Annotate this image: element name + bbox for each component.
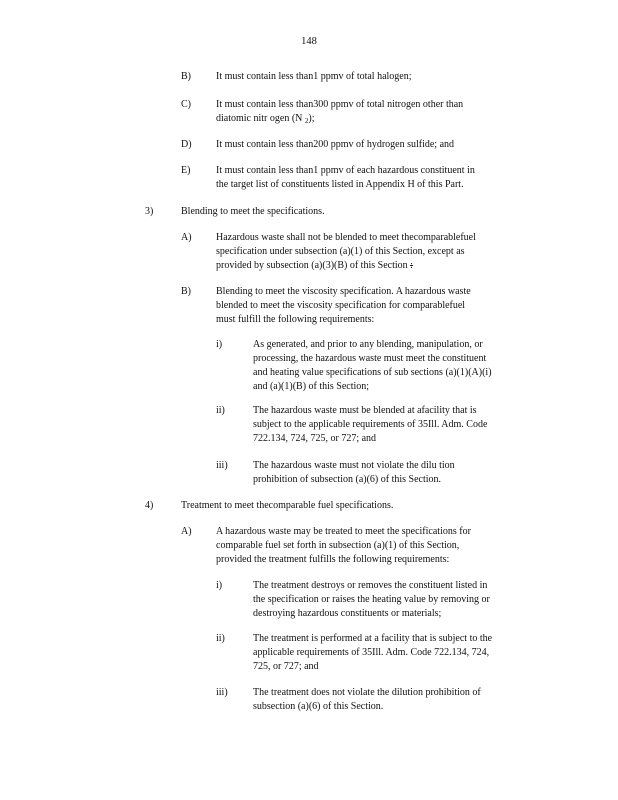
item-label: ii) <box>216 633 225 644</box>
item-text-line: A hazardous waste may be treated to meet the specifications for <box>216 526 471 537</box>
page-number: 148 <box>301 36 317 47</box>
item-text-line: subsection (a)(6) of this Section. <box>253 701 384 712</box>
item-text-line: Blending to meet the specifications. <box>181 206 325 217</box>
item-text-line: The hazardous waste must not violate the dilu tion <box>253 460 455 471</box>
item-label: B) <box>181 286 191 297</box>
item-text-line: 725, or 727; and <box>253 661 319 672</box>
item-label: A) <box>181 232 192 243</box>
item-label: i) <box>216 339 223 350</box>
item-label: ii) <box>216 405 225 416</box>
item-text-line: and heating value specifications of sub sections (a)(1)(A)(i) <box>253 367 492 378</box>
item-text-line: Blending to meet the viscosity specification. A hazardous waste <box>216 286 471 297</box>
item-text-line: specification under subsection (a)(1) of this Section, except as <box>216 246 465 257</box>
item-text-line-formula: diatomic nitr ogen (N $_2$); <box>216 113 315 125</box>
item-text-line: processing, the hazardous waste must meet the constituent <box>253 353 487 364</box>
item-text-line: destroying hazardous constituents or materials; <box>253 608 442 619</box>
item-text-line: As generated, and prior to any blending, manipulation, or <box>253 339 483 350</box>
item-text-line: and (a)(1)(B) of this Section; <box>253 381 370 392</box>
item-text-line: It must contain less than1 ppmv of each hazardous constituent in <box>216 165 475 176</box>
item-text-line: The treatment does not violate the dilution prohibition of <box>253 687 481 698</box>
item-text-line: must fulfill the following requirements: <box>216 314 375 325</box>
item-text-line: blended to meet the viscosity specification for comparablefuel <box>216 300 466 311</box>
item-label: iii) <box>216 460 228 471</box>
item-text-line: The treatment is performed at a facility that is subject to the <box>253 633 493 644</box>
item-label: B) <box>181 71 191 82</box>
item-text-line: subject to the applicable requirements of 35Ill. Adm. Code <box>253 419 488 430</box>
item-text-line: The hazardous waste must be blended at afacility that is <box>253 405 477 416</box>
struck-colon: : <box>410 260 413 271</box>
item-label: 4) <box>145 500 154 511</box>
item-text-line: It must contain less than300 ppmv of total nitrogen other than <box>216 99 464 110</box>
item-text-line: provided the treatment fulfills the following requirements: <box>216 554 450 565</box>
item-label: iii) <box>216 687 228 698</box>
item-label: A) <box>181 526 192 537</box>
item-text-line: the specification or raises the heating value by removing or <box>253 594 490 605</box>
item-text-line: It must contain less than1 ppmv of total halogen; <box>216 71 412 82</box>
item-text-line: comparable fuel set forth in subsection (a)(1) of this Section, <box>216 540 460 551</box>
item-label: D) <box>181 139 192 150</box>
item-text-line: The treatment destroys or removes the constituent listed in <box>253 580 488 591</box>
item-text-line: 722.134, 724, 725, or 727; and <box>253 433 377 444</box>
item-text-line: applicable requirements of 35Ill. Adm. Code 722.134, 724, <box>253 647 490 658</box>
subscript: 2 <box>304 117 309 125</box>
item-text-line: the target list of constituents listed in Appendix H of this Part. <box>216 179 464 190</box>
item-text-line: provided by subsection (a)(3)(B) of this Section : <box>216 260 413 271</box>
item-text-line: Hazardous waste shall not be blended to meet thecomparablefuel <box>216 232 476 243</box>
item-label: i) <box>216 580 223 591</box>
item-text-line: Treatment to meet thecomparable fuel specifications. <box>181 500 394 511</box>
item-label: E) <box>181 165 191 176</box>
item-label: 3) <box>145 206 154 217</box>
item-text-line: prohibition of subsection (a)(6) of this Section. <box>253 474 442 485</box>
item-text-line: It must contain less than200 ppmv of hydrogen sulfide; and <box>216 139 455 150</box>
item-label: C) <box>181 99 191 110</box>
